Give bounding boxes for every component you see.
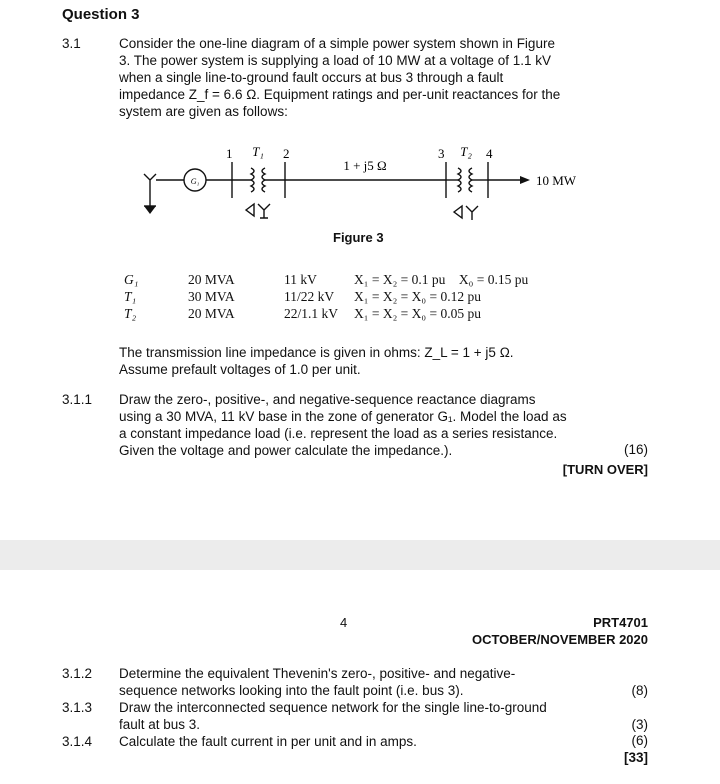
t2-label: T₂ xyxy=(460,144,472,159)
q31-line: impedance Z_f = 6.6 Ω. Equipment ratings and per-unit reactances for the xyxy=(119,87,561,102)
question-number-3-1-2: 3.1.2 xyxy=(62,666,93,681)
one-line-diagram xyxy=(120,140,600,230)
ratings-table xyxy=(124,272,528,323)
q314-marks: (6) xyxy=(631,733,648,748)
bus-4-label: 4 xyxy=(486,146,493,161)
q31-line: 3. The power system is supplying a load of 10 MW at a voltage of 1.1 kV xyxy=(119,53,551,68)
question-title: Question 3 xyxy=(62,6,140,23)
q31-line: system are given as follows: xyxy=(119,104,288,119)
q31-line: when a single line-to-ground fault occurs at bus 3 through a fault xyxy=(119,70,504,85)
course-code: PRT4701 xyxy=(593,615,648,630)
turn-over: [TURN OVER] xyxy=(562,462,648,477)
line-text: The transmission line impedance is given in ohms: Z_L = 1 + j5 Ω. xyxy=(119,345,514,360)
question-3-1-1-text xyxy=(119,391,567,459)
page-separator xyxy=(0,540,720,570)
rating-name: G₁ xyxy=(124,272,139,287)
t1-delta-symbol xyxy=(246,204,254,216)
q313-marks: (3) xyxy=(631,717,648,732)
rating-reactance: X₁ = X₂ = X₀ = 0.12 pu xyxy=(354,289,481,304)
t2-secondary-coil xyxy=(469,168,472,192)
line-impedance-text xyxy=(119,344,514,378)
t1-secondary-coil xyxy=(262,168,265,192)
bus-1-label: 1 xyxy=(226,146,233,161)
rating-reactance: X₁ = X₂ = 0.1 pu X₀ = 0.15 pu xyxy=(354,272,529,287)
table-row xyxy=(124,306,528,323)
load-arrow-icon xyxy=(520,176,530,184)
table-row xyxy=(124,289,528,306)
generator-label: G₁ xyxy=(190,177,200,186)
t1-label: T₁ xyxy=(252,144,264,159)
table-row xyxy=(124,272,528,289)
q311-line: a constant impedance load (i.e. represent the load as a series resistance. xyxy=(119,426,558,441)
bus-3-label: 3 xyxy=(438,146,445,161)
q312-marks: (8) xyxy=(631,683,648,698)
rating-reactance: X₁ = X₂ = X₀ = 0.05 pu xyxy=(354,306,481,321)
rating-name: T₁ xyxy=(124,289,137,304)
rating-name: T₂ xyxy=(124,306,137,321)
question-3-1-text xyxy=(119,35,560,120)
total-marks: [33] xyxy=(623,750,648,765)
rating-kv: 22/1.1 kV xyxy=(284,306,338,321)
question-number-3-1-3: 3.1.3 xyxy=(62,700,93,715)
t1-primary-coil xyxy=(251,168,254,192)
q313-line: fault at bus 3. xyxy=(119,717,201,732)
question-3-1-4-text xyxy=(119,733,417,750)
ground-triangle-icon xyxy=(144,206,156,214)
exam-session: OCTOBER/NOVEMBER 2020 xyxy=(471,632,648,647)
question-3-1-2-text xyxy=(119,665,515,699)
q31-line: Consider the one-line diagram of a simple power system shown in Figure xyxy=(119,36,555,51)
question-number-3-1-1: 3.1.1 xyxy=(62,392,93,407)
q314-line: Calculate the fault current in per unit and in amps. xyxy=(119,734,417,749)
t2-primary-coil xyxy=(458,168,461,192)
q311-line: Given the voltage and power calculate the impedance.). xyxy=(119,443,453,458)
generator-wye-symbol xyxy=(144,174,156,200)
bus-2-label: 2 xyxy=(283,146,290,161)
q311-marks: (16) xyxy=(623,442,648,457)
t2-wye-symbol xyxy=(466,206,478,220)
t1-wye-symbol xyxy=(258,204,270,218)
line-impedance-label: 1 + j5 Ω xyxy=(343,158,387,173)
load-label: 10 MW xyxy=(536,173,577,188)
rating-mva: 20 MVA xyxy=(188,306,235,321)
rating-kv: 11 kV xyxy=(284,272,317,287)
question-number-3-1: 3.1 xyxy=(62,36,81,51)
q312-line: Determine the equivalent Thevenin's zero-, positive- and negative- xyxy=(119,666,516,681)
question-3-1-3-text xyxy=(119,699,547,733)
rating-kv: 11/22 kV xyxy=(284,289,335,304)
figure-caption: Figure 3 xyxy=(333,230,384,245)
q311-line: Draw the zero-, positive-, and negative-sequence reactance diagrams xyxy=(119,392,536,407)
q312-line: sequence networks looking into the fault point (i.e. bus 3). xyxy=(119,683,464,698)
t2-delta-symbol xyxy=(454,206,462,218)
rating-mva: 20 MVA xyxy=(188,272,235,287)
rating-mva: 30 MVA xyxy=(188,289,235,304)
question-number-3-1-4: 3.1.4 xyxy=(62,734,93,749)
q311-line: using a 30 MVA, 11 kV base in the zone of generator G₁. Model the load as xyxy=(119,409,567,424)
page-number: 4 xyxy=(340,615,348,630)
q313-line: Draw the interconnected sequence network for the single line-to-ground xyxy=(119,700,547,715)
line-text: Assume prefault voltages of 1.0 per unit. xyxy=(119,362,361,377)
